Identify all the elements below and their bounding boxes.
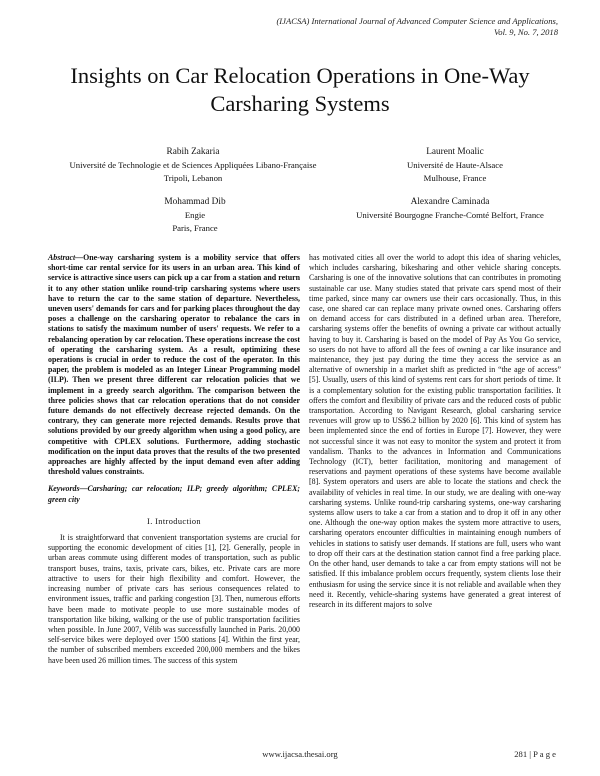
journal-name: (IJACSA) International Journal of Advanced Computer Science and Applications, — [276, 16, 558, 26]
paper-title — [40, 62, 560, 118]
author-block-1 — [48, 146, 338, 185]
right-column — [309, 253, 561, 610]
footer-website: www.ijacsa.thesai.org — [262, 749, 338, 759]
author-location: Mulhouse, France — [423, 173, 487, 183]
introduction-paragraph: It is straightforward that convenient transportation systems are crucial for supporting the economic development of cities [1], [2]. Generally, people in urban areas commute using different modes of transportation, such as public transport buses, trains, taxis, private cars, bikes, etc. Private cars are more attractive to users for their high flexibility and comfort. However, the increasing number of private cars has serious consequences related to environment issues, traffic and parking congestion [3]. Then, numerous efforts have been made to motivate people to use more sustainable modes of transportation like biking, walking or the use of public transportation facilities when possible. In June 2007, Vélib was successfully launched in Paris. 20,000 self-service bikes were deployed over 1500 stations [4]. Within the first year, the number of subscribed members exceeded 200,000 members and the bikes have been used 26 million times. The success of this system — [48, 533, 300, 665]
keywords — [48, 484, 300, 504]
abstract — [48, 253, 300, 477]
abstract-label: Abstract— — [48, 253, 84, 262]
journal-volume: Vol. 9, No. 7, 2018 — [494, 27, 558, 37]
introduction-continued-paragraph: has motivated cities all over the world to adopt this idea of sharing vehicles, which includes carsharing, bikesharing and other vehicle sharing concepts. Carsharing is one of the innovative solutions that can contributes in promoting sustainable car use. Many studies stated that private cars spend most of their time parked, since many car owners use their cars occasionally. Thus, in this case, one shared car can replace many private owned ones. Carsharing offers on demand access for cars distributed in a defined urban area. Therefore, carsharing systems offer the benefits of owning a private car without actually having to buy it. Carsharing is based on the model of Pay As You Go service, so users do not have to afford all the fees of owning a car like insurance and maintenance, they just pay during the time they access the service as an alternative of ownership in a market shift as predicted in “the age of access” [5]. Usually, users of this kind of systems rent cars for short periods of time. It is a complementary solution for the existing public transportation facilities. It offers the comfort and flexibility of private cars and the reduced costs of public transportation. According to Navigant Research, global carsharing service revenues will grow up to US$6.2 billion by 2020 [6]. This kind of system has been implemented since the end of forties in Europe [7]. However, they were not successful since it was not easy to monitor the system and protect it from vandalism. Thanks to the advances in Information and Communications Technology (ICT), better facilitation, monitoring and management of reservations and payment operations of these systems have become available [8]. System operators and users are able to locate the stations and check the availability of vehicles in real time. In our study, we are dealing with one-way carsharing systems. Unlike round-trip carsharing systems, one-way carsharing systems allow users to take a car from a station and to drop it off in any other one. Although the one-way option makes the system more attractive to users, carsharing operators encounter difficulties in maintaining enough numbers of vehicles in stations to satisfy user demands. If stations are full, users who want to drop off their cars at the destination station cannot find a free parking place. On the other hand, user demands to take a car from empty stations will not be satisfied. If this imbalance problem occurs frequently, system clients lose their enthusiasm for using the service since it is not reliable and available when they need it. Recently, vehicle-sharing systems have generated a great interest of research in its different majors to solve — [309, 253, 561, 609]
author-name: Laurent Moalic — [426, 147, 484, 157]
title-line-1: Insights on Car Relocation Operations in One-Way — [70, 63, 530, 88]
keywords-text: Carsharing; car relocation; ILP; greedy algorithm; CPLEX; green city — [48, 484, 300, 504]
footer-page-number: 281 | P a g e — [514, 749, 556, 759]
author-block-4 — [330, 196, 570, 222]
journal-header — [198, 16, 558, 38]
author-affiliation: Université Bourgogne Franche-Comté Belfort, France — [356, 210, 544, 220]
author-block-3 — [120, 196, 270, 235]
author-name: Rabih Zakaria — [166, 147, 220, 157]
author-block-2 — [355, 146, 555, 185]
section-heading-introduction: I. Introduction — [147, 516, 201, 526]
author-location: Paris, France — [172, 223, 218, 233]
author-name: Alexandre Caminada — [410, 197, 490, 207]
author-location: Tripoli, Lebanon — [163, 173, 223, 183]
author-affiliation: Engie — [184, 210, 206, 220]
abstract-text: One-way carsharing system is a mobility service that offers short-time car rental service for its users in an urban area. This kind of service is attractive since users can pick up a car from a station and return it to any other station unlike round-trip carsharing systems where users have to return the car to the same station of departure. Nevertheless, uneven users' demands for cars and for parking places throughout the day poses a challenge on the carsharing operator to rebalance the cars in stations to satisfy the maximum number of users' requests. We refer to a rebalancing operation by car relocation. These operations increase the cost of operating the carsharing system. As a result, optimizing these operations is crucial in order to reduce the cost of the operator. In this paper, the problem is modeled as an Integer Linear Programming model (ILP). Then we present three different car relocation policies that we implement in a greedy search algorithm. The comparison between the three policies shows that car relocation operations that do not consider future demands do not effectively decrease rejected demands. On the contrary, they can generate more rejected demands. Results prove that solutions provided by our greedy algorithm when using a good policy, are competitive with CPLEX solutions. Furthermore, adding stochastic modification on the input data proves that the results of the two presented approaches are highly affected by the input demand even after adding threshold values constraints. — [48, 253, 300, 477]
left-column — [48, 253, 300, 666]
keywords-label: Keywords— — [48, 484, 88, 494]
author-affiliation: Université de Technologie et de Sciences Appliquées Libano-Française — [69, 160, 317, 170]
author-name: Mohammad Dib — [164, 197, 226, 207]
author-affiliation: Université de Haute-Alsace — [406, 160, 503, 170]
title-line-2: Carsharing Systems — [210, 91, 390, 116]
